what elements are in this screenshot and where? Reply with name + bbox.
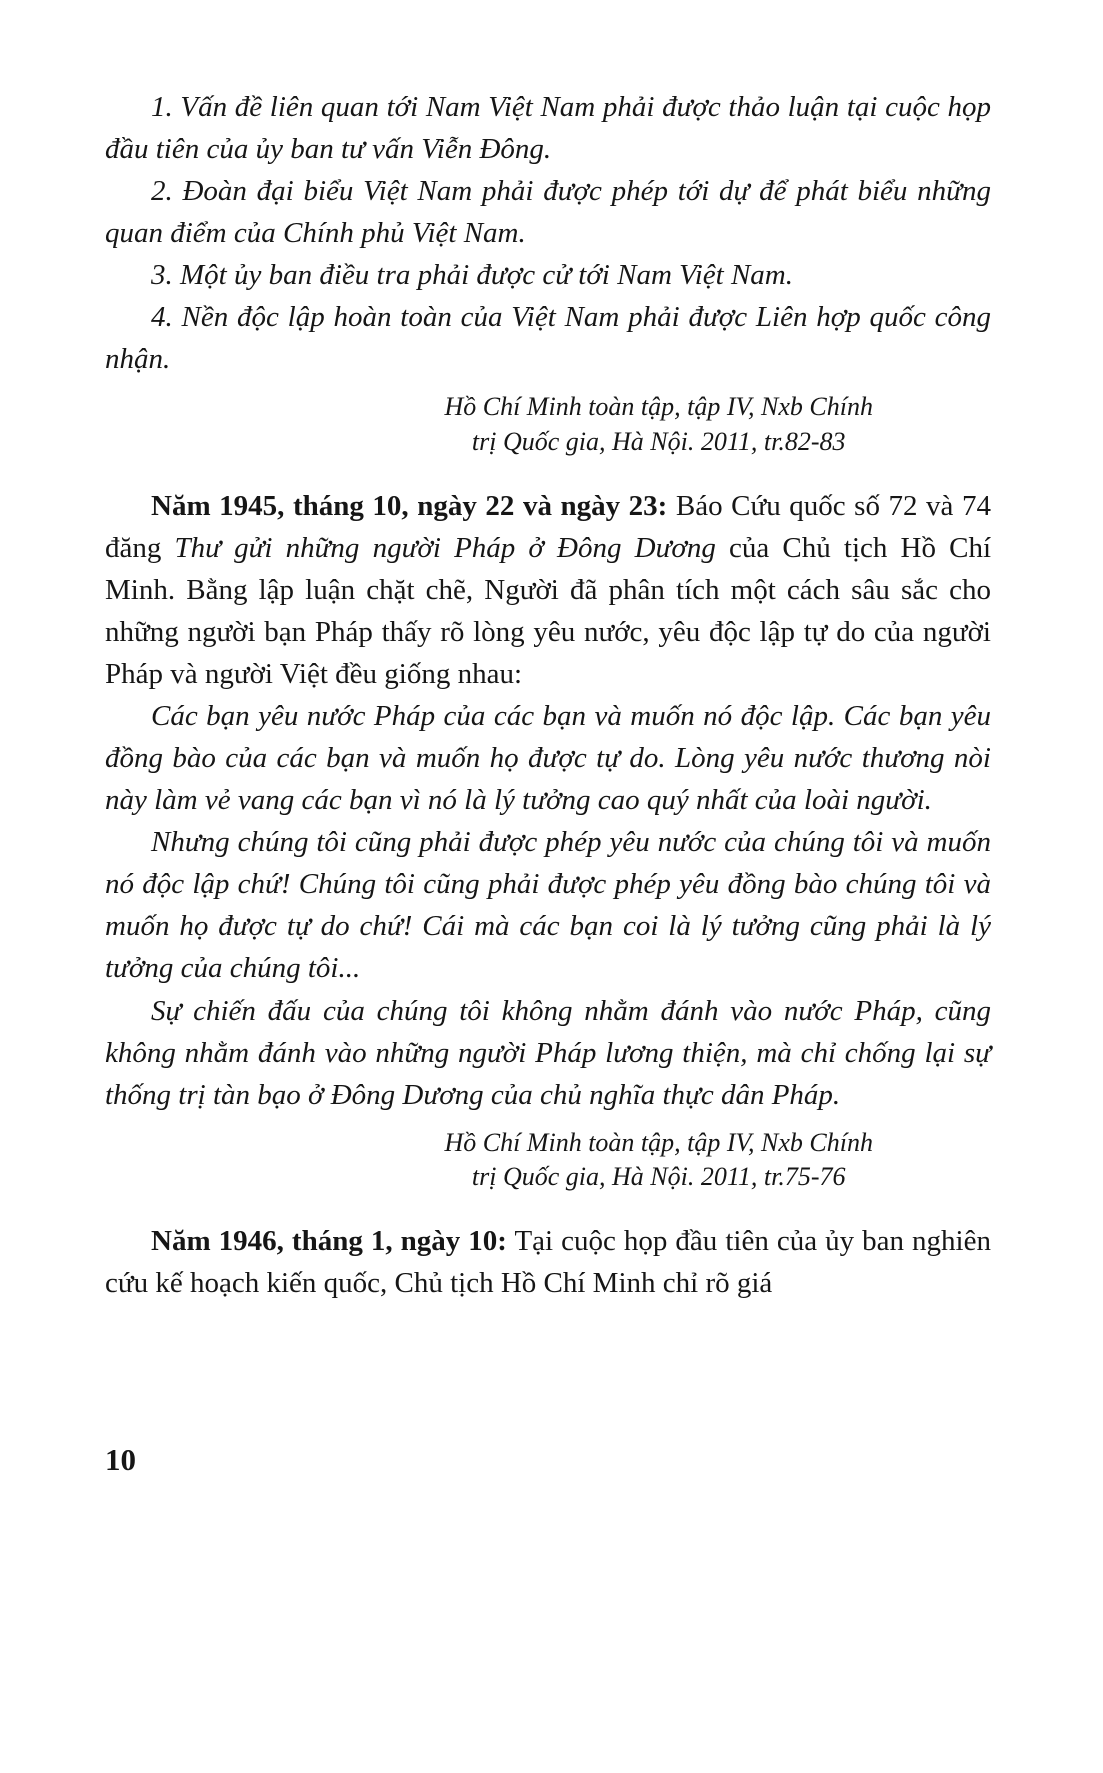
citation-source-1 bbox=[444, 390, 873, 459]
entry-1945-text-after-title: của Chủ tịch Hồ Chí Minh. Bằng lập luận chặt chẽ, Người đã phân tích một cách sâu sắc cho những người bạn Pháp thấy rõ lòng yêu nước, yêu độc lập tự do của người Pháp và người Việt đều giống nhau: bbox=[105, 532, 991, 691]
citation-line-1: Hồ Chí Minh toàn tập, tập IV, Nxb Chính bbox=[444, 1127, 873, 1157]
citation-line-2: trị Quốc gia, Hà Nội. 2011, tr.82-83 bbox=[471, 426, 846, 456]
numbered-item-3: 3. Một ủy ban điều tra phải được cử tới Nam Việt Nam. bbox=[151, 259, 793, 292]
entry-1945-text-before-title: Báo Cứu quốc số 72 và 74 đăng bbox=[105, 489, 991, 564]
work-title: Thư gửi những người Pháp ở Đông Dương bbox=[174, 532, 716, 564]
entry-1946 bbox=[105, 1220, 991, 1304]
citation-line-2: trị Quốc gia, Hà Nội. 2011, tr.75-76 bbox=[471, 1161, 846, 1191]
quote-paragraph-2: Nhưng chúng tôi cũng phải được phép yêu nước của chúng tôi và muốn nó độc lập chứ! Chúng tôi cũng phải được phép yêu đồng bào chúng tôi và muốn họ được tự do chứ! Cái mà các bạn coi là lý tưởng cũng phải là lý tưởng của chúng tôi... bbox=[105, 826, 991, 985]
entry-1945 bbox=[105, 485, 991, 695]
entry-1946-date: Năm 1946, tháng 1, ngày 10: bbox=[151, 1225, 507, 1258]
entry-1946-text: Tại cuộc họp đầu tiên của ủy ban nghiên cứu kế hoạch kiến quốc, Chủ tịch Hồ Chí Minh chỉ rõ giá bbox=[105, 1225, 991, 1300]
citation-source-2 bbox=[444, 1126, 873, 1195]
citation-line-1: Hồ Chí Minh toàn tập, tập IV, Nxb Chính bbox=[444, 392, 873, 422]
quote-paragraph-3: Sự chiến đấu của chúng tôi không nhằm đánh vào nước Pháp, cũng không nhằm đánh vào những người Pháp lương thiện, mà chỉ chống lại sự thống trị tàn bạo ở Đông Dương của chủ nghĩa thực dân Pháp. bbox=[105, 994, 991, 1111]
numbered-item-2: 2. Đoàn đại biểu Việt Nam phải được phép tới dự để phát biểu những quan điểm của Chính phủ Việt Nam. bbox=[105, 175, 991, 250]
quote-paragraph-1: Các bạn yêu nước Pháp của các bạn và muốn nó độc lập. Các bạn yêu đồng bào của các bạn và muốn họ được tự do. Lòng yêu nước thương nòi này làm vẻ vang các bạn vì nó là lý tưởng cao quý nhất của loài người. bbox=[105, 700, 991, 817]
page-number: 10 bbox=[105, 1442, 136, 1477]
entry-1945-date: Năm 1945, tháng 10, ngày 22 và ngày 23: bbox=[151, 489, 668, 522]
numbered-item-4: 4. Nền độc lập hoàn toàn của Việt Nam phải được Liên hợp quốc công nhận. bbox=[105, 301, 991, 376]
numbered-item-1: 1. Vấn đề liên quan tới Nam Việt Nam phải được thảo luận tại cuộc họp đầu tiên của ủy ban tư vấn Viễn Đông. bbox=[105, 91, 991, 166]
